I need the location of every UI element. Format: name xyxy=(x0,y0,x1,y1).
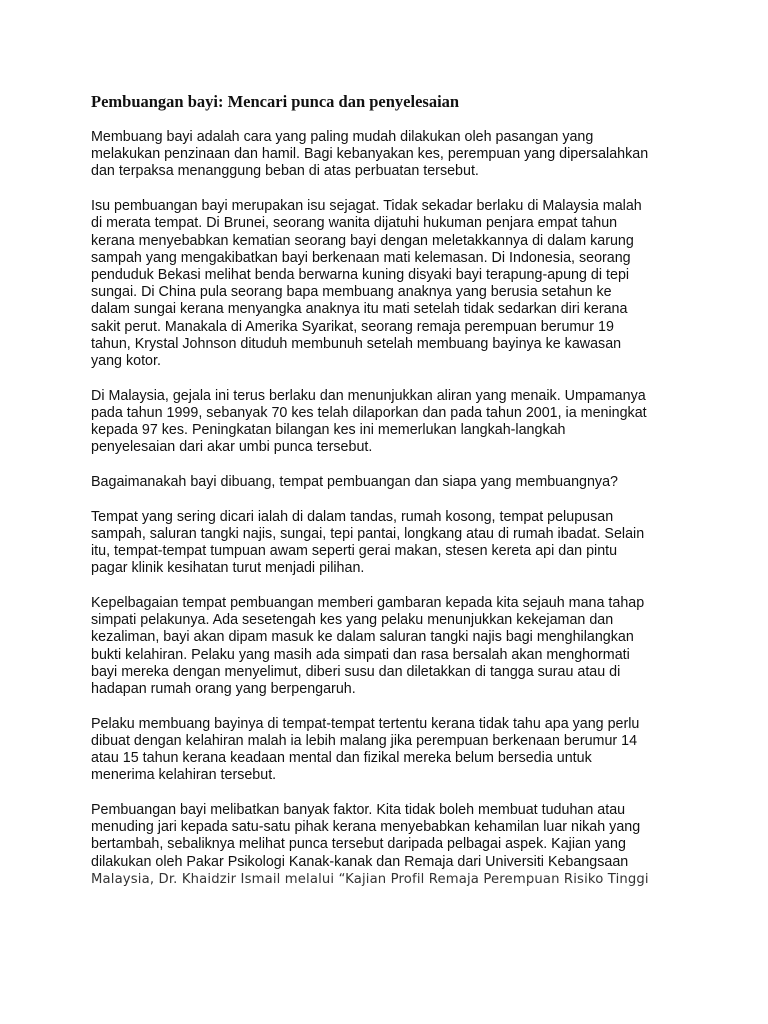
paragraph-line: menerima kelahiran tersebut. xyxy=(91,767,277,784)
paragraph-line: pagar klinik kesihatan turut menjadi pilihan. xyxy=(91,560,365,577)
paragraph-line: Kepelbagaian tempat pembuangan memberi gambaran kepada kita sejauh mana tahap xyxy=(91,594,645,611)
paragraph-4 xyxy=(91,474,691,491)
paragraph-line: menuding jari kepada satu-satu pihak kerana menyebabkan kehamilan luar nikah yang xyxy=(91,819,641,836)
paragraph-line: di merata tempat. Di Brunei, seorang wanita dijatuhi hukuman penjara empat tahun xyxy=(91,215,618,232)
paragraph-line: sungai. Di China pula seorang bapa membuang anaknya yang berusia setahun ke xyxy=(91,284,612,301)
document-title: Pembuangan bayi: Mencari punca dan penyelesaian xyxy=(91,92,460,111)
paragraph-line: bukti kelahiran. Pelaku yang masih ada simpati dan rasa bersalah akan menghormati xyxy=(91,646,630,663)
paragraph-line: dilakukan oleh Pakar Psikologi Kanak-kanak dan Remaja dari Universiti Kebangsaan xyxy=(91,853,629,870)
paragraph-8 xyxy=(91,802,691,888)
paragraph-line: itu, tempat-tempat tumpuan awam seperti gerai makan, stesen kereta api dan pintu xyxy=(91,543,618,560)
paragraph-line: yang kotor. xyxy=(91,352,161,369)
paragraph-5 xyxy=(91,509,691,578)
paragraph-line: atau 15 tahun kerana keadaan mental dan fizikal mereka belum bersedia untuk xyxy=(91,750,592,767)
paragraph-line: sakit perut. Manakala di Amerika Syarikat, seorang remaja perempuan berumur 19 xyxy=(91,318,614,335)
paragraph-line: hadapan rumah orang yang berpengaruh. xyxy=(91,680,356,697)
paragraph-line: Malaysia, Dr. Khaidzir Ismail melalui “Kajian Profil Remaja Perempuan Risiko Tinggi xyxy=(91,871,649,887)
paragraph-line: kerana menyebabkan kematian seorang bayi dengan meletakkannya di dalam karung xyxy=(91,232,634,249)
paragraph-6 xyxy=(91,595,691,698)
paragraph-line: sampah, saluran tangki najis, sungai, tepi pantai, longkang atau di rumah ibadat. Selain xyxy=(91,525,645,542)
paragraph-line: bayi mereka dengan menyelimut, diberi susu dan diletakkan di tangga surau atau di xyxy=(91,663,621,680)
paragraph-line: dibuat dengan kelahiran malah ia lebih malang jika perempuan berkenaan berumur 14 xyxy=(91,732,638,749)
paragraph-2 xyxy=(91,198,691,370)
document-body xyxy=(91,92,691,906)
paragraph-line: kezaliman, bayi akan dipam masuk ke dalam saluran tangki najis bagi menghilangkan xyxy=(91,629,634,646)
paragraph-line: penduduk Bekasi melihat benda berwarna kuning disyaki bayi terapung-apung di tepi xyxy=(91,266,630,283)
paragraph-line: melakukan penzinaan dan hamil. Bagi kebanyakan kes, perempuan yang dipersalahkan xyxy=(91,146,649,163)
paragraph-line: kepada 97 kes. Peningkatan bilangan kes ini memerlukan langkah-langkah xyxy=(91,422,566,439)
paragraph-1 xyxy=(91,129,691,181)
paragraph-3 xyxy=(91,388,691,457)
paragraph-line: penyelesaian dari akar umbi punca tersebut. xyxy=(91,439,373,456)
paragraph-line: Tempat yang sering dicari ialah di dalam tandas, rumah kosong, tempat pelupusan xyxy=(91,508,614,525)
paragraph-line: pada tahun 1999, sebanyak 70 kes telah dilaporkan dan pada tahun 2001, ia meningkat xyxy=(91,404,647,421)
paragraph-7 xyxy=(91,716,691,785)
paragraph-line: tahun, Krystal Johnson dituduh membunuh setelah membuang bayinya ke kawasan xyxy=(91,335,622,352)
paragraph-line: Bagaimanakah bayi dibuang, tempat pembuangan dan siapa yang membuangnya? xyxy=(91,473,618,490)
paragraph-line: sampah yang mengakibatkan bayi berkenaan mati kelemasan. Di Indonesia, seorang xyxy=(91,249,631,266)
paragraph-line: dan terpaksa menanggung beban di atas perbuatan tersebut. xyxy=(91,163,479,180)
paragraph-line: Membuang bayi adalah cara yang paling mudah dilakukan oleh pasangan yang xyxy=(91,129,594,145)
paragraph-line: Isu pembuangan bayi merupakan isu sejagat. Tidak sekadar berlaku di Malaysia malah xyxy=(91,198,642,215)
paragraph-line: Pembuangan bayi melibatkan banyak faktor. Kita tidak boleh membuat tuduhan atau xyxy=(91,802,626,818)
paragraph-line: simpati pelakunya. Ada sesetengah kes yang pelaku menunjukkan kekejaman dan xyxy=(91,612,614,629)
paragraph-line: bertambah, sebaliknya melihat punca tersebut daripada pelbagai aspek. Kajian yang xyxy=(91,836,626,853)
paragraph-line: Di Malaysia, gejala ini terus berlaku dan menunjukkan aliran yang menaik. Umpamanya xyxy=(91,387,646,404)
paragraph-line: Pelaku membuang bayinya di tempat-tempat tertentu kerana tidak tahu apa yang perlu xyxy=(91,715,640,732)
paragraph-line: dalam sungai kerana menyangka anaknya itu mati setelah tidak sedarkan diri kerana xyxy=(91,301,628,318)
